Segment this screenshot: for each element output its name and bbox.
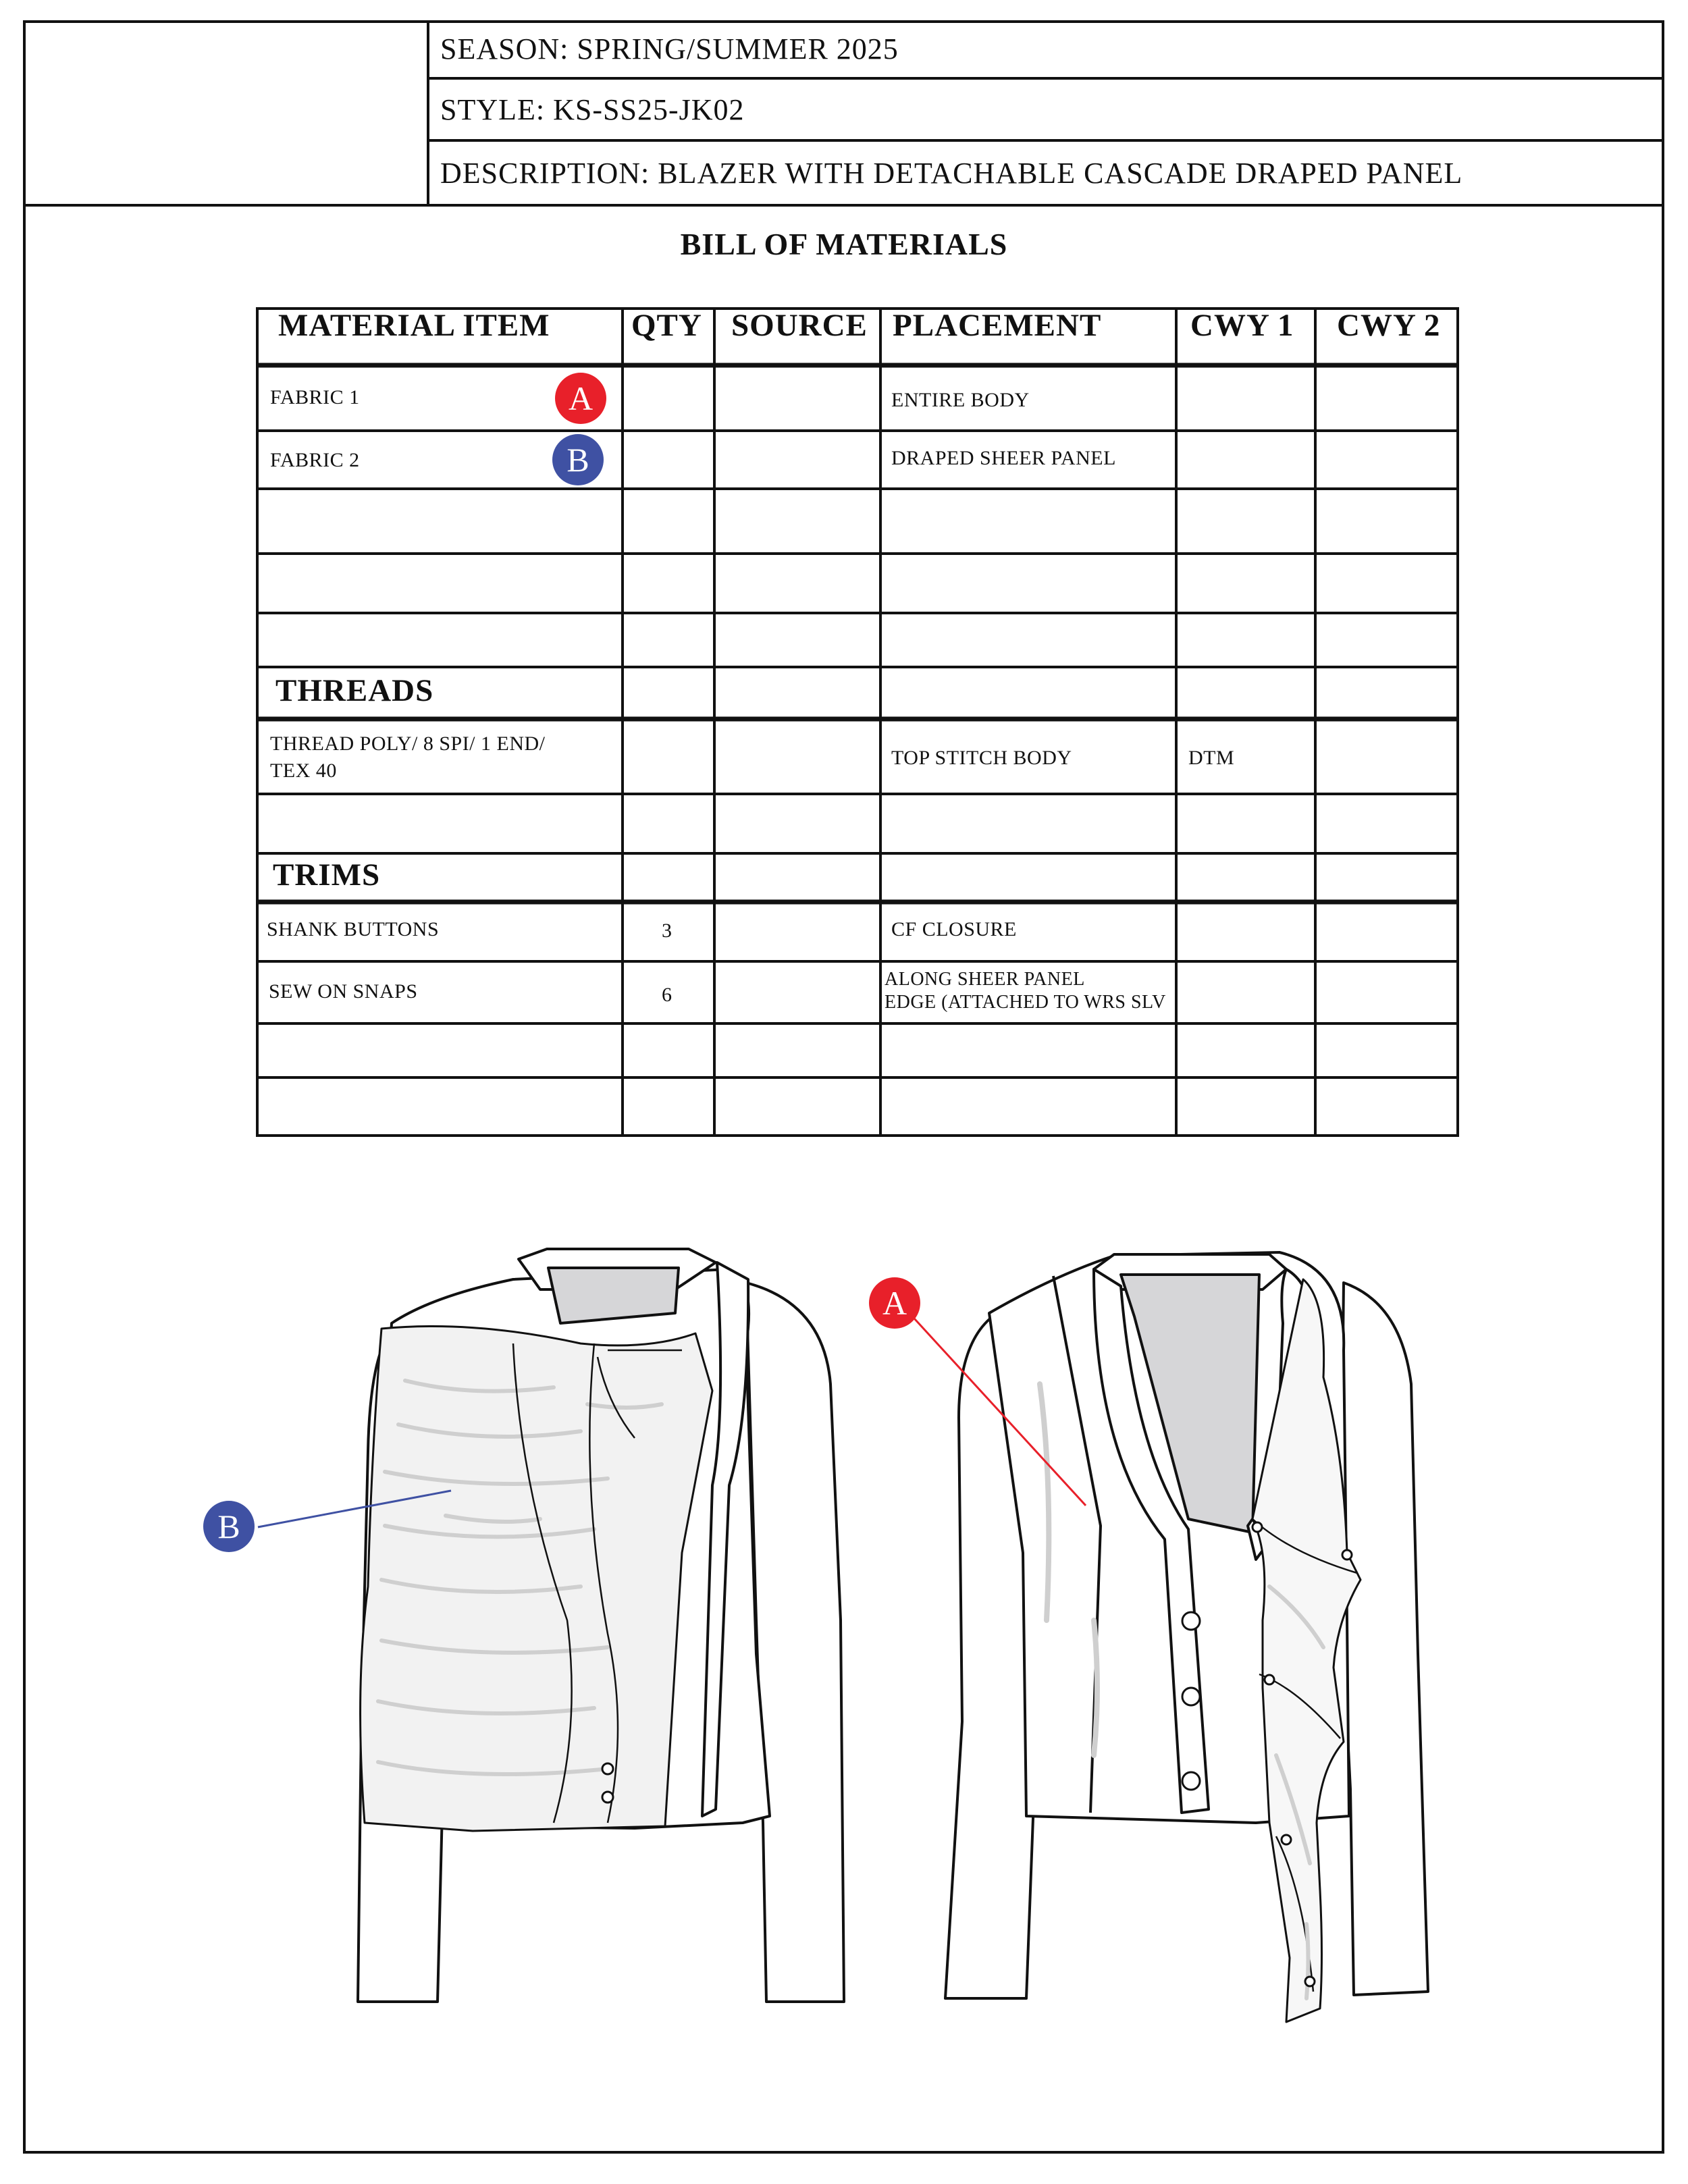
col-cwy1: CWY 1 [1190,308,1294,343]
description-field: DESCRIPTION: BLAZER WITH DETACHABLE CASCADE DRAPED PANEL [429,142,1664,207]
thread1-cwy1: DTM [1188,747,1235,769]
left-blazer-view [358,1249,844,2002]
thread1-item-line1: THREAD POLY/ 8 SPI/ 1 END/ [270,733,546,755]
trim1-qty: 3 [662,920,672,942]
trims-heading: TRIMS [273,857,381,893]
callout-a-badge: A [869,1277,920,1329]
fabric1-badge: A [555,373,606,424]
fabric2-item: FABRIC 2 [270,449,360,471]
fabric1-placement: ENTIRE BODY [891,389,1030,411]
thread1-placement: TOP STITCH BODY [891,747,1072,769]
fabric2-badge: B [552,434,604,485]
thread1-item-line2: TEX 40 [270,760,337,782]
col-material-item: MATERIAL ITEM [278,308,550,343]
trim1-item: SHANK BUTTONS [267,918,440,940]
trim2-placement-line2: EDGE (ATTACHED TO WRS SLV [885,992,1166,1013]
col-qty: QTY [631,308,702,343]
trim2-item: SEW ON SNAPS [269,980,418,1003]
threads-heading: THREADS [275,673,434,708]
callout-b-badge: B [203,1501,255,1552]
col-placement: PLACEMENT [893,308,1102,343]
fabric1-item: FABRIC 1 [270,386,360,408]
fabric2-placement: DRAPED SHEER PANEL [891,447,1116,469]
season-field: SEASON: SPRING/SUMMER 2025 [429,20,1664,80]
trim2-qty: 6 [662,984,672,1006]
trim1-placement: CF CLOSURE [891,918,1017,940]
style-field: STYLE: KS-SS25-JK02 [429,80,1664,142]
trim2-placement-line1: ALONG SHEER PANEL [885,969,1085,990]
bom-title: BILL OF MATERIALS [680,227,1008,261]
right-blazer-view [945,1252,1428,2022]
col-source: SOURCE [731,308,868,343]
col-cwy2: CWY 2 [1337,308,1441,343]
